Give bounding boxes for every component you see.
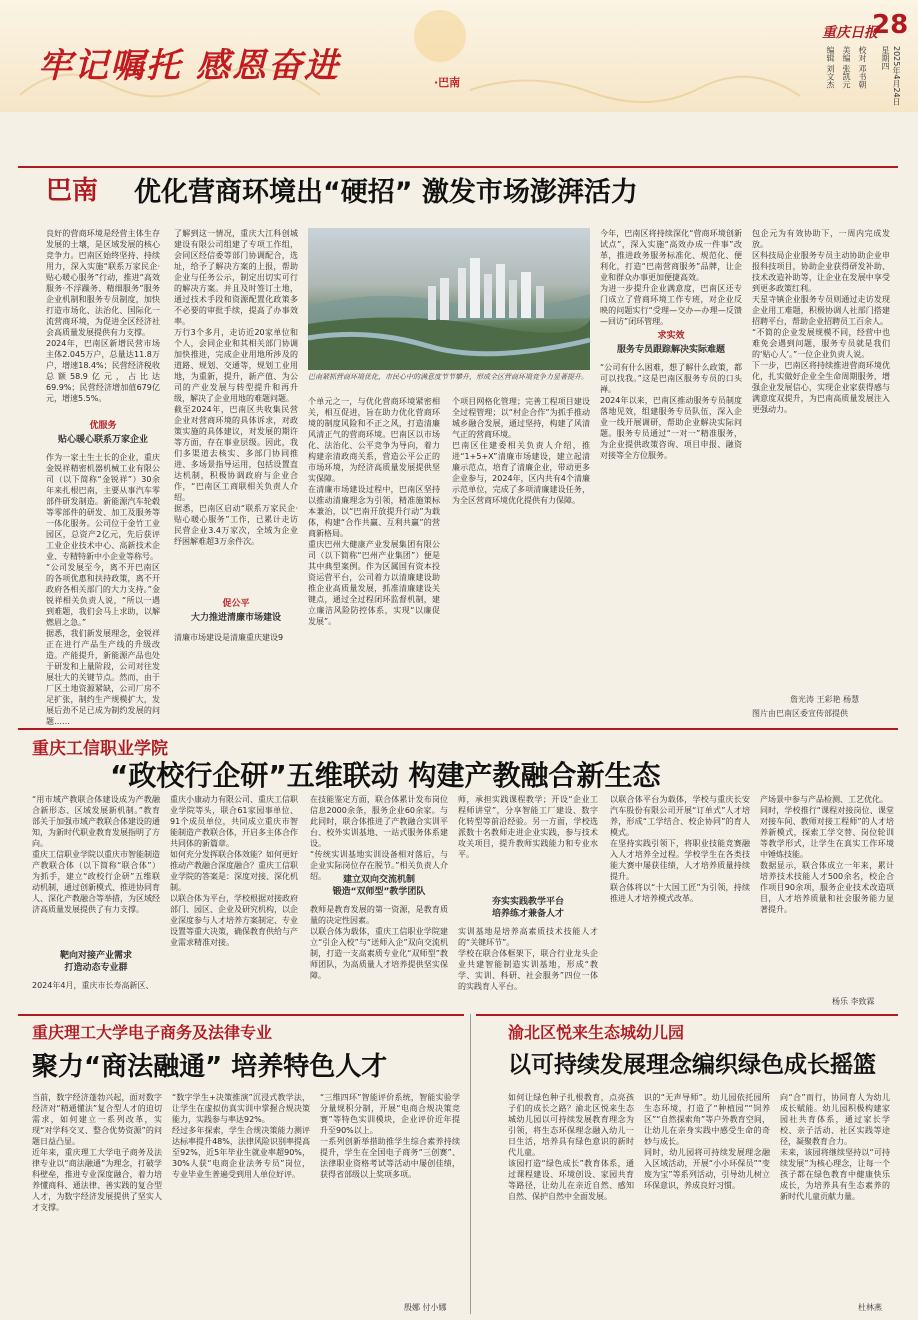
story4-headline: 以可持续发展理念编织绿色成长摇篮 — [508, 1052, 876, 1078]
story2-col4b-text: 实训基地是培养高素质技术技能人才的“关键环节”。 学校在联合体框架下，联合行业龙头企业共建智能制造实训基地，形成“教学、实训、科研、社会服务”四位一体的实践育人平台。 — [458, 927, 598, 991]
editor-label: 编辑 — [826, 46, 835, 62]
story4-col2-text: 识的“无声导师”。幼儿园依托园所生态环境，打造了“种植园”“饲养区”“自然探索角”等户外教育空间，让幼儿在亲身实践中感受生命的奇妙与成长。 同时，幼儿园将可持续发展理念融入区域活动，开展“小小环保员”“变废为宝”等系列活动，引导幼儿树立环保意识，养成良好习惯。 — [644, 1093, 770, 1190]
page-banner — [0, 0, 918, 112]
story1-col2-text: 了解到这一情况，重庆大江科创城建设有限公司组建了专项工作组，会同区经信委等部门协调配合，选址，给予了解决方案的上报，帮助企业与任务公示，制定出切实可行的解决方案。并且及时签订土地，通过技术手段和资源配置化政策多不必要的审批手续，提高了办事效率。 万行3个多月，走访近20家单位和个人，会同企业和其相关部门协调加快推进，完成企业用地所涉及的道路、规划、交通等，规划工业用地，为重新，提升，新产值、为公司的产业发展与转型提升和再升级，解决了企业用地的难题问题。 截至2024年，巴南区共收集民营企业对营商环境的具体诉求，对政策实施的具体建议，对发展的期许等方面，存在事业层级。因此，我们多渠道去核实、多部门协同推进、多场景指导运用，包括设置直达机制，积极协调政府与企业合作，“巴南区工商联相关负责人介绍。 据悉，巴南区启动“联系万家民企·贴心暖心服务”工作，已累计走访民营企业3.4万家次，全域为企业纾困解难超3万余件次。 — [174, 229, 298, 546]
checker-label: 校对 — [858, 46, 867, 62]
story3-col2-text: “数字学生+决策推演”沉浸式教学法，让学生在虚拟仿真实训中掌握合规决策能力，实践参与率达92%。 经过多年探索，学生合规决策能力测评达标率提升48%，法律风险识别率提高至92%，近5年毕业生就业率超90%，30%人获“电商企业法务专员”岗位，专业毕业生普遍受到用人单位好评。 — [172, 1093, 310, 1179]
story1-col5-text: 今年，巴南区将持续深化“营商环境创新试点”，深入实施“高效办成一件事”改革，推进政务服务标准化、规范化、便利化，打造“巴南营商服务”品牌，让企业和群众办事更加便捷高效。 为进一步提升企业满意度，巴南区还专门成立了营商环境工作专班，对企业反映的问题实行“受理—交办—办理—反馈—回访”闭环管理。 — [600, 229, 742, 326]
story1-top-rule — [18, 166, 898, 168]
story2-col1-text: “用市域产教联合体建设成为产教融合新形态、区域发展新机制。”教育部关于加强市域产教联合体建设的通知，为新时代职业教育发展指明了方向。 重庆工信职业学院以重庆市智能制造产教联合体（以下简称“联合体”）为抓手，建立“政校行企研”五维联动机制，通过创新模式、推进协同育人、深化产教融合等举措，为区域经济高质量发展提供了有力支撑。 — [32, 795, 160, 914]
page-number: 28 — [872, 10, 909, 40]
story2-tag: 重庆工信职业学院 — [32, 739, 168, 759]
story3-tag: 重庆理工大学电子商务及法律专业 — [32, 1023, 273, 1042]
editor-name: 刘文杰 — [826, 64, 835, 89]
story1-photo-caption: 巴南紧抓营商环境优化，市民心中的满意度节节攀升，形成全区营商环境竞争力显著提升。 — [308, 373, 588, 381]
banner-region: ·巴南 — [434, 76, 461, 89]
art-label: 美编 — [842, 46, 851, 62]
story1-photo — [308, 228, 590, 370]
story2-col4-text: 师，承担实践课程教学；开设“企业工程师讲堂”，分享智能工厂建设、数字化转型等前沿经验。另一方面，学校选派数十名教师走进企业实践，参与技术攻关项目，提升教师实践能力和专业水平。 — [458, 795, 598, 859]
story1-col2-subhead2: 大力推进清廉市场建设 — [190, 613, 281, 623]
story1-col5b-text: “公司有什么困难，想了解什么政策，都可以找我。”这是巴南区服务专员的口头禅。 2024年以来，巴南区推动服务专员制度落地见效，组建服务专员队伍，深入企业一线开展调研，帮助企业解决实际问题。服务专员通过“一对一”精准服务，为企业提供政策咨询、项目申报、融资对接等全方位服务。 — [600, 363, 742, 460]
story2-col3b-text: 教师是教育发展的第一资源，是教育质量的决定性因素。 以联合体为载体，重庆工信职业学院建立“引企入校”与“送师入企”双向交流机制，打造一支高素质专业化“双师型”教师团队，为高质量人才培养提供坚实保障。 — [310, 905, 448, 980]
story1-byline: 詹光涛 王彩艳 杨慧 — [790, 695, 860, 704]
story3-byline: 殷娜 付小娜 — [404, 1303, 447, 1312]
story2-col1b-text: 2024年4月，重庆市长寿高新区、 — [32, 981, 154, 990]
story1-col1b-text: 作为一家土生土长的企业，重庆金锐祥精密机器机械工业有限公司（以下简称“金锐祥”）30余年来扎根巴南，主要从事汽车零部件研发制造。新能源汽车轮毂等零部件的研发、加工及服务等一体化服务。公司位于金竹工业园区，总资产2亿元，先后获评工业企业技术中心、高新技术企业、专精特新中小企业等称号。 “公司发展至今，离不开巴南区的各项优惠和扶持政策，离不开政府各相关部门的大力支持。”金锐祥相关负责人说，“所以一遇到难题，我们会马上求助，以解燃眉之急。” 据悉，我们新发展理念，金锐祥正在进行产品生产线的升级改造。产能提升，新能源产品也处于研发和上量阶段，公司对往发展壮大的关键节点。然而，由于厂区土地资源紧缺，公司厂房不足扩张，制约生产规模扩大，发展后劲不足已成为制约发展的问题…… — [46, 453, 160, 726]
story3-col1-text: 当前，数字经济蓬勃兴起，面对数字经济对“精通懂法”复合型人才的迫切需求，如何建立一系列改革，实现“对学科交叉、整合优势资源”的问题日益凸显。 近年来，重庆理工大学电子商务及法律专业以“商法融通”为理念，打破学科壁垒，推进专业深度融合，着力培养懂商科、通法律、善实践的复合型人才，为数字经济发展提供了坚实人才支撑。 — [32, 1093, 162, 1212]
story2-top-rule — [18, 728, 898, 730]
story4-top-rule — [476, 1014, 898, 1016]
story3-headline: 聚力“商法融通” 培养特色人才 — [32, 1052, 388, 1082]
art-name: 张凯元 — [842, 64, 851, 89]
story1-col1-subhead2: 贴心暖心联系万家企业 — [57, 435, 148, 445]
issue-date: 2025年4月24日 星期四 — [881, 46, 901, 106]
story1-tag: 巴南 — [46, 176, 99, 206]
story2-col2-text: 重庆小康动力有限公司、重庆工信职业学院等头，联合61家园事单位、91个成员单位，共同成立重庆市智能制造产教联合体，开启多主体合作共同体的新篇章。 如何充分发挥联合体效能？如何更好推动产教融合深度融合？重庆工信职业学院的答案是：深度对接、深化机制。 以联合体为平台，学校根据对接政府部门、园区、企业及研究机构，以企业深度参与人才培养方案制定、专业设置等重大决策，确保教育供给与产业需求精准对接。 — [170, 795, 298, 947]
story1-col4-text: 个项目网格化管理；完善工程项目建设全过程管理；以“村企合作”为抓手推动城乡融合发展，通过坚持，构建了风清气正的营商环境。 巴南区住建委相关负责人介绍，推进“1+5+X”清廉市场建设，建立起清廉示范点，培育了清廉企业，带动更多企业参与，2024年，区内共有4个清廉示范单位，完成了多项清廉建设任务，为全区营商环境优化提供有力保障。 — [452, 397, 590, 505]
story1-col3-text: 个单元之一，与优化营商环境紧密相关，相互促进，旨在助力优化营商环境的制度风险和不正之风，打造清廉风清正气的营商环境。巴南区以市场化、法治化、公平竞争为导向，着力构建亲清政商关系，营造公平公正的市场环境，为经济高质量发展提供坚实保障。 在清廉市场建设过程中，巴南区坚持以推动清廉理念为引领，精准施策标本兼治，以“巴南开放提升行动”为载体，构建“合作共赢、互利共赢”的营商新格局。 重庆巴州大健康产业发展集团有限公司（以下简称“巴州产业集团”）便是其中典型案例。作为区属国有资本投资运营平台，公司着力以清廉建设助推企业高质量发展，抓准清廉建设关键点，通过全过程闭环监督机制，建立廉洁风险防控体系，实现“以廉促发展”。 — [308, 397, 440, 626]
story4-byline: 杜林燕 — [858, 1303, 882, 1312]
paper-logo: 重庆日报 — [822, 25, 878, 41]
story1-headline: 优化营商环境出“硬招” 激发市场澎湃活力 — [134, 177, 638, 208]
staff-credits — [796, 46, 876, 110]
story4-col3-text: 向“合”而行，协同育人为幼儿成长赋能。幼儿园积极构建家园社共育体系，通过家长学校、亲子活动、社区实践等途径，凝聚教育合力。 未来，该园将继续坚持以“可持续发展”为核心理念，让每一个孩子都在绿色教育中健康快乐成长，为培养具有生态素养的新时代儿童贡献力量。 — [780, 1093, 890, 1201]
story4-tag: 渝北区悦来生态城幼儿园 — [508, 1023, 685, 1042]
story1-col2b-text: 清廉市场建设是清廉重庆建设9 — [174, 633, 284, 642]
story1-col1-text: 良好的营商环境是经营主体生存发展的土壤，是区域发展的核心竞争力。巴南区始终坚持、持续用力，深入实施“联系万家民企·贴心暖心服务”行动，推进“高效服务·不浮躁务、精细服务”服务企业机制和服务专员制度，加快打造市场化、法治化、国际化一流营商环境，为促进全区经济社会高质量发展提供有力支撑。 2024年，巴南区新增民营市场主体2.045万户，总量达11.8万户，增速18.4%；民营经济税收总额58.9亿元，占比达69.9%；民营经济增加值679亿元，增速5.5%。 — [46, 229, 160, 403]
story2-col6-text: 产场景中参与产品检测、工艺优化。 同时，学校推行“课程对接岗位、课堂对接车间、教师对接工程师”的人才培养新模式，探索工学交替、岗位轮训等教学形式，让学生在真实工作环境中锤炼技能。 数据显示，联合体成立一年来，累计培养技术技能人才500余名，校企合作项目90余项，服务企业技术改造项目，人才培养质量和社会服务能力显著提升。 — [760, 795, 894, 914]
banner-slogan: 牢记嘱托 感恩奋进 — [38, 46, 340, 86]
bottom-column-divider — [470, 1014, 471, 1314]
story2-col3-subhead: 建立双向交流机制 锻造“双师型”教学团队 — [332, 875, 426, 897]
story4-col1-text: 如何让绿色种子扎根教育，点亮孩子们的成长之路？渝北区悦来生态城幼儿园以可持续发展教育理念为引领，将生态环保理念融入幼儿一日生活，培养具有绿色意识的新时代儿童。 该园打造“绿色成长”教育体系，通过课程建设、环境创设、家园共育等路径，让幼儿在亲近自然、感知自然、保护自然中全面发展。 — [508, 1093, 634, 1201]
story2-col4-subhead: 夯实实践教学平台 培养练才兼备人才 — [491, 897, 564, 919]
story1-photo-credit: 图片由巴南区委宣传部提供 — [752, 709, 848, 718]
story2-col1-subhead: 靶向对接产业需求 打造动态专业群 — [59, 951, 132, 973]
story1-col6-text: 包企元为有效协助下，一周内完成发放。 区科技局企业服务专员主动协助企业申报科技项目，协助企业获得研发补助、技术改造补助等，让企业在发展中享受到更多政策红利。 天星寺镇企业服务专员则通过走访发现企业用工难题，积极协调人社部门搭建招聘平台，帮助企业招聘员工百余人。 “不简的企业发展规模不同，经营中也难免会遇到问题，服务专员就是我们的‘贴心人’。”一位企业负责人说。 下一步，巴南区将持续推进营商环境优化，扎实做好企业全生命周期服务，增强企业发展信心，实现企业家获得感与满意度双提升，为巴南高质量发展注入更强动力。 — [752, 229, 890, 414]
story2-headline: “政校行企研”五维联动 构建产教融合新生态 — [110, 759, 661, 792]
city-skyline-illustration — [308, 228, 590, 370]
checker-name: 邓书朝 — [858, 64, 867, 89]
story1-col2-subhead: 促公平 — [222, 599, 250, 609]
story1-col1-subhead: 优服务 — [89, 421, 117, 431]
story1-col5-subhead: 求实效 — [657, 331, 685, 341]
story3-col3-text: “三维四环”智能评价系统，智能实验学分量规积分制，开展“电商合规决策竞赛”等特色实训模块，企业评价近年提升至90%以上。 一系列创新举措助推学生综合素养持续提升，学生在全国电子商务“三创赛”、法律职业资格考试等活动中屡创佳绩，获得省部级以上奖项多项。 — [320, 1093, 460, 1179]
story3-top-rule — [18, 1014, 464, 1016]
story2-col3-text: 在技能鉴定方面，联合体累计发布岗位信息2000余条，服务企业60余家。与此同时，联合体推进了产教融合实训平台、校外实训基地、一站式服务体系建设。 “传统实训基地实训设备相对落后，与企业实际岗位存在脱节。”相关负责人介绍。 — [310, 795, 448, 881]
story2-col5-text: 以联合体平台为载体，学校与重庆长安汽车股份有限公司开展“订单式”人才培养，形成“工学结合、校企协同”的育人模式。 在坚持实践引领下，将职业技能竞赛融入人才培养全过程。学校学生在各类技能大赛中屡获佳绩，人才培养质量持续提升。 联合体将以“十大国工匠”为引领，持续推进人才培养模式改革。 — [610, 795, 750, 903]
story2-byline: 杨乐 李致霖 — [832, 997, 875, 1006]
story1-col5-subhead2: 服务专员跟踪解决实际难题 — [616, 345, 725, 355]
